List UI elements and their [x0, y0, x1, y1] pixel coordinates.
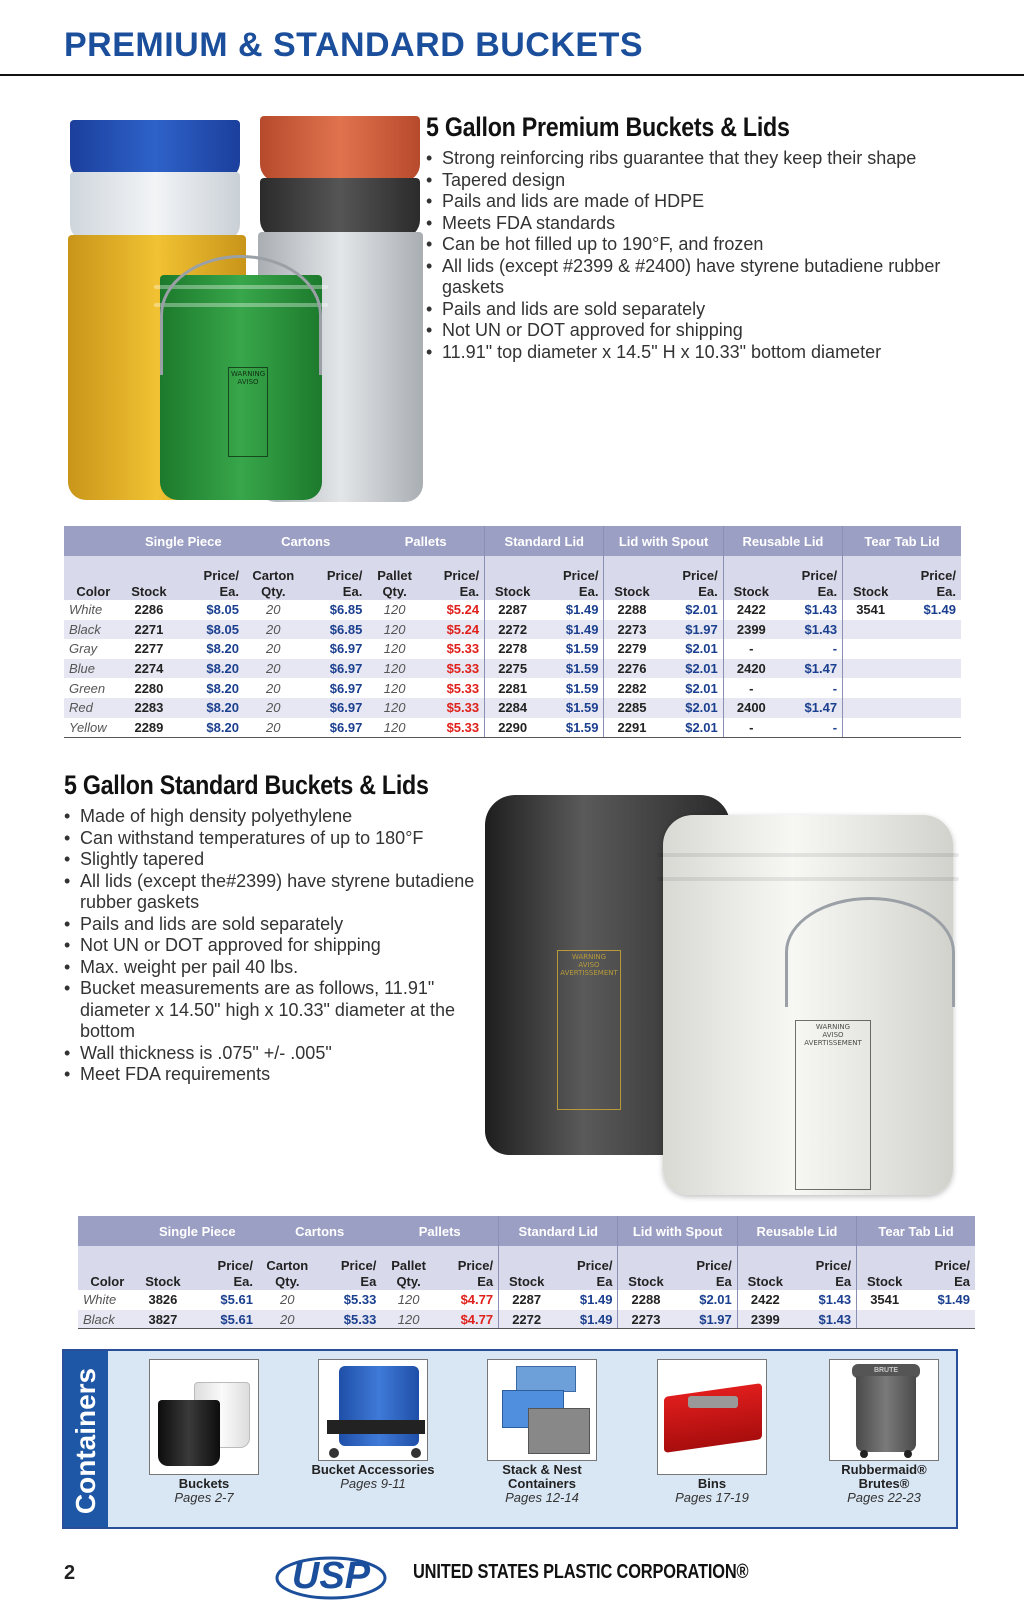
color-cell: Green [69, 680, 106, 696]
category-stack-nest[interactable] [477, 1359, 607, 1505]
tear-tab-price-cell [898, 659, 961, 679]
color-cell: White [69, 602, 103, 618]
pallet-price-cell: $4.77 [436, 1310, 499, 1330]
group-lid-with-spout: Lid with Spout [618, 1216, 737, 1246]
price-cell: $8.20 [206, 719, 239, 735]
stack-nest-thumbnail [487, 1359, 597, 1461]
carton-price-cell: $5.33 [343, 1292, 377, 1308]
category-brutes[interactable] [819, 1359, 949, 1505]
col-std-stock: Stock [499, 1246, 555, 1290]
color-cell: White [83, 1292, 117, 1308]
warning-label: WARNING AVISO AVERTISSEMENT [795, 1020, 871, 1190]
col-carton-price: Price/ Ea [317, 1246, 382, 1290]
standard-bullets [64, 806, 482, 1086]
col-pallet-price: Price/ Ea. [422, 556, 485, 600]
std-lid-price-cell: $1.59 [540, 718, 604, 738]
reusable-lid-price-cell: $1.43 [779, 620, 843, 640]
reusable-lid-price-cell: - [779, 718, 843, 738]
category-name: Stack & Nest Containers [502, 1462, 582, 1491]
std-lid-price-cell: $1.59 [540, 639, 604, 659]
price-cell: $5.61 [189, 1310, 258, 1330]
reusable-lid-price-cell: $1.47 [779, 659, 843, 679]
category-name: Bins [697, 1476, 727, 1491]
white-bucket [70, 172, 240, 242]
containers-strip [62, 1349, 958, 1529]
group-tear-tab-lid: Tear Tab Lid [843, 526, 961, 556]
group-pallets: Pallets [367, 526, 484, 556]
premium-bullet: • Meets FDA standards [426, 213, 961, 235]
spout-lid-price-cell: $2.01 [660, 718, 724, 738]
carton-price-cell: $6.97 [329, 641, 363, 657]
tear-tab-stock-cell [843, 620, 899, 640]
stock-cell: 2271 [123, 620, 176, 640]
premium-bullet: • All lids (except #2399 & #2400) have styrene butadiene rubber gaskets [426, 256, 961, 299]
bucket-handle [785, 897, 955, 1007]
carton-price-cell: $6.97 [303, 698, 368, 718]
group-standard-lid: Standard Lid [499, 1216, 618, 1246]
reusable-lid-price-cell: $1.43 [779, 600, 843, 620]
col-reuse-stock: Stock [723, 556, 779, 600]
standard-bullet: • Bucket measurements are as follows, 11.91" diameter x 14.50" high x 10.33" diameter at the bottom [64, 978, 482, 1043]
col-reuse-price: Price/ Ea [793, 1246, 857, 1290]
spout-lid-price-cell: $2.01 [660, 659, 724, 679]
pallet-qty-cell: 120 [383, 719, 406, 735]
pallet-qty-cell: 120 [383, 641, 406, 657]
pallet-qty-cell: 120 [383, 602, 406, 618]
spout-lid-price-cell: $2.01 [660, 698, 724, 718]
standard-table-rule [78, 1328, 975, 1329]
premium-bullet: • Pails and lids are made of HDPE [426, 191, 961, 213]
table-row [64, 718, 961, 738]
standard-buckets-photo [485, 785, 965, 1205]
stock-cell: 2286 [134, 602, 164, 618]
carton-qty-cell: 20 [244, 659, 303, 679]
col-color: Color [64, 556, 123, 600]
spout-lid-stock-cell: 2279 [617, 641, 647, 657]
spout-lid-stock-cell: 2288 [631, 1292, 661, 1308]
carton-qty-cell: 20 [266, 680, 281, 696]
page-title: PREMIUM & STANDARD BUCKETS [64, 26, 644, 64]
pallet-qty-cell: 120 [367, 659, 422, 679]
col-pallet-qty: Pallet Qty. [381, 1246, 436, 1290]
pallet-qty-cell: 120 [367, 698, 422, 718]
price-cell: $8.20 [175, 659, 244, 679]
std-lid-stock-cell: 2275 [485, 659, 541, 679]
pallet-qty-cell: 120 [367, 620, 422, 640]
price-cell: $8.20 [206, 680, 239, 696]
carton-qty-cell: 20 [266, 602, 281, 618]
col-pallet-price: Price/ Ea [436, 1246, 499, 1290]
tear-tab-stock-cell: 3541 [856, 602, 886, 618]
category-pages: Pages 2-7 [174, 1490, 234, 1505]
reusable-lid-price-cell: $1.43 [793, 1290, 857, 1310]
std-lid-stock-cell: 2287 [512, 1292, 542, 1308]
reusable-lid-stock-cell: 2420 [723, 659, 779, 679]
usp-logo [275, 1548, 387, 1600]
col-spout-stock: Stock [604, 556, 660, 600]
pallet-price-cell: $5.33 [422, 698, 485, 718]
category-pages: Pages 17-19 [675, 1490, 749, 1505]
group-lid-with-spout: Lid with Spout [604, 526, 723, 556]
stock-cell: 2283 [123, 698, 176, 718]
tear-tab-stock-cell [843, 639, 899, 659]
standard-price-table [78, 1216, 975, 1329]
spout-lid-price-cell: $1.97 [674, 1310, 738, 1330]
reusable-lid-stock-cell: - [749, 641, 754, 657]
premium-price-table [64, 526, 961, 737]
spout-lid-price-cell: $2.01 [660, 600, 724, 620]
tear-tab-stock-cell [843, 659, 899, 679]
pallet-price-cell: $5.33 [422, 659, 485, 679]
color-cell: Yellow [69, 719, 107, 735]
stock-cell: 2274 [123, 659, 176, 679]
col-std-price: Price/ Ea. [540, 556, 604, 600]
col-std-price: Price/ Ea [554, 1246, 618, 1290]
group-standard-lid: Standard Lid [485, 526, 604, 556]
col-tear-stock: Stock [843, 556, 899, 600]
spout-lid-stock-cell: 2273 [604, 620, 660, 640]
col-tear-price: Price/ Ea. [898, 556, 961, 600]
category-bucket-accessories[interactable] [308, 1359, 438, 1491]
spout-lid-price-cell: $2.01 [660, 639, 724, 659]
std-lid-price-cell: $1.49 [554, 1310, 618, 1330]
col-spout-stock: Stock [618, 1246, 674, 1290]
tear-tab-price-cell [898, 678, 961, 698]
table-row [78, 1290, 975, 1310]
table-row [64, 659, 961, 679]
col-reuse-price: Price/ Ea. [779, 556, 843, 600]
reusable-lid-price-cell: $1.43 [793, 1310, 857, 1330]
group-reusable-lid: Reusable Lid [737, 1216, 856, 1246]
bins-thumbnail [657, 1359, 767, 1475]
standard-bullet: • All lids (except the#2399) have styrene butadiene rubber gaskets [64, 871, 482, 914]
standard-table-body [78, 1290, 975, 1329]
premium-table-rule [64, 737, 961, 738]
col-tear-price: Price/ Ea [912, 1246, 975, 1290]
premium-bullet: • Strong reinforcing ribs guarantee that they keep their shape [426, 148, 961, 170]
std-lid-price-cell: $1.49 [554, 1290, 618, 1310]
category-pages: Pages 22-23 [847, 1490, 921, 1505]
reusable-lid-price-cell: $1.47 [779, 698, 843, 718]
col-tear-stock: Stock [857, 1246, 913, 1290]
black-bucket [260, 178, 420, 238]
standard-bullet: • Max. weight per pail 40 lbs. [64, 957, 482, 979]
page-number: 2 [64, 1562, 76, 1584]
table-row [64, 678, 961, 698]
table-row [64, 698, 961, 718]
premium-table-body [64, 600, 961, 737]
carton-price-cell: $6.97 [303, 659, 368, 679]
std-lid-price-cell: $1.59 [540, 698, 604, 718]
buckets-thumbnail [149, 1359, 259, 1475]
category-name: Rubbermaid® Brutes® [841, 1462, 927, 1491]
reusable-lid-stock-cell: 2422 [750, 1292, 780, 1308]
col-spout-price: Price/ Ea [674, 1246, 738, 1290]
category-buckets[interactable] [139, 1359, 269, 1505]
standard-bullet: • Not UN or DOT approved for shipping [64, 935, 482, 957]
pallet-price-cell: $5.33 [422, 718, 485, 738]
standard-bullet: • Meet FDA requirements [64, 1064, 482, 1086]
carton-qty-cell: 20 [258, 1310, 317, 1330]
std-lid-stock-cell: 2272 [485, 620, 541, 640]
group-single-piece: Single Piece [123, 526, 244, 556]
group-reusable-lid: Reusable Lid [723, 526, 842, 556]
tear-tab-price-cell [898, 620, 961, 640]
red-bucket [260, 116, 420, 182]
blue-bucket [70, 120, 240, 180]
tear-tab-stock-cell [843, 718, 899, 738]
tear-tab-price-cell: $1.49 [937, 1292, 970, 1308]
reusable-lid-price-cell: - [779, 678, 843, 698]
carton-qty-cell: 20 [244, 698, 303, 718]
stock-cell: 3826 [148, 1292, 178, 1308]
bucket-accessories-thumbnail [318, 1359, 428, 1461]
std-lid-stock-cell: 2284 [485, 698, 541, 718]
pallet-price-cell: $5.33 [422, 639, 485, 659]
col-stock: Stock [123, 556, 176, 600]
premium-bullets [426, 148, 961, 363]
price-cell: $8.05 [206, 602, 239, 618]
pallet-qty-cell: 120 [383, 680, 406, 696]
carton-qty-cell: 20 [266, 641, 281, 657]
std-lid-price-cell: $1.59 [540, 659, 604, 679]
reusable-lid-stock-cell: - [749, 680, 754, 696]
group-tear-tab-lid: Tear Tab Lid [857, 1216, 975, 1246]
table-row [78, 1310, 975, 1330]
spout-lid-price-cell: $2.01 [674, 1290, 738, 1310]
premium-bullet: • 11.91" top diameter x 14.5" H x 10.33" bottom diameter [426, 342, 961, 364]
price-cell: $5.61 [220, 1292, 253, 1308]
col-pallet-qty: Pallet Qty. [367, 556, 422, 600]
category-pages: Pages 12-14 [505, 1490, 579, 1505]
carton-price-cell: $6.85 [303, 620, 368, 640]
standard-heading: 5 Gallon Standard Buckets & Lids [64, 770, 429, 800]
carton-price-cell: $5.33 [317, 1310, 382, 1330]
spout-lid-stock-cell: 2288 [617, 602, 647, 618]
carton-price-cell: $6.97 [329, 680, 363, 696]
pallet-price-cell: $5.33 [422, 678, 485, 698]
pallet-qty-cell: 120 [381, 1310, 436, 1330]
standard-bullet: • Pails and lids are sold separately [64, 914, 482, 936]
pallet-price-cell: $4.77 [436, 1290, 499, 1310]
carton-price-cell: $6.97 [329, 719, 363, 735]
col-carton-qty: Carton Qty. [258, 1246, 317, 1290]
col-reuse-stock: Stock [737, 1246, 793, 1290]
col-std-stock: Stock [485, 556, 541, 600]
stock-cell: 2289 [134, 719, 164, 735]
color-cell: Gray [69, 641, 98, 657]
premium-bullet: • Not UN or DOT approved for shipping [426, 320, 961, 342]
warning-label: WARNING AVISO [228, 367, 268, 457]
std-lid-stock-cell: 2278 [498, 641, 528, 657]
tear-tab-price-cell: $1.49 [923, 602, 956, 618]
std-lid-price-cell: $1.59 [540, 678, 604, 698]
stock-cell: 3827 [137, 1310, 190, 1330]
group-cartons: Cartons [258, 1216, 381, 1246]
table-row [64, 600, 961, 620]
col-price: Price/ Ea. [189, 1246, 258, 1290]
premium-heading: 5 Gallon Premium Buckets & Lids [426, 112, 790, 142]
reusable-lid-stock-cell: 2399 [723, 620, 779, 640]
standard-bullet: • Can withstand temperatures of up to 180°F [64, 828, 482, 850]
tear-tab-stock-cell: 3541 [870, 1292, 900, 1308]
tear-tab-stock-cell [857, 1310, 913, 1330]
category-name: Bucket Accessories [311, 1462, 435, 1477]
table-row [64, 620, 961, 640]
table-column-header [78, 1246, 975, 1290]
spout-lid-stock-cell: 2291 [617, 719, 647, 735]
table-group-header [64, 526, 961, 556]
standard-bullet: • Slightly tapered [64, 849, 482, 871]
color-cell: Blue [64, 659, 123, 679]
group-cartons: Cartons [244, 526, 367, 556]
price-cell: $8.20 [175, 698, 244, 718]
svg-text:USP: USP [291, 1555, 371, 1597]
price-cell: $8.20 [206, 641, 239, 657]
color-cell: Black [78, 1310, 137, 1330]
reusable-lid-price-cell: - [779, 639, 843, 659]
premium-bullet: • Can be hot filled up to 190°F, and frozen [426, 234, 961, 256]
std-lid-price-cell: $1.49 [540, 620, 604, 640]
color-cell: Black [64, 620, 123, 640]
col-spout-price: Price/ Ea. [660, 556, 724, 600]
price-cell: $8.05 [175, 620, 244, 640]
color-cell: Red [64, 698, 123, 718]
carton-price-cell: $6.85 [329, 602, 363, 618]
tear-tab-price-cell [898, 698, 961, 718]
tear-tab-price-cell [898, 718, 961, 738]
std-lid-stock-cell: 2287 [498, 602, 528, 618]
premium-buckets-photo [60, 110, 420, 510]
std-lid-stock-cell: 2272 [499, 1310, 555, 1330]
col-carton-qty: Carton Qty. [244, 556, 303, 600]
std-lid-stock-cell: 2281 [498, 680, 528, 696]
standard-bullet: • Wall thickness is .075" +/- .005" [64, 1043, 482, 1065]
carton-qty-cell: 20 [266, 719, 281, 735]
spout-lid-stock-cell: 2276 [604, 659, 660, 679]
tear-tab-price-cell [898, 639, 961, 659]
company-name: UNITED STATES PLASTIC CORPORATION® [413, 1561, 749, 1583]
category-bins[interactable] [647, 1359, 777, 1505]
carton-qty-cell: 20 [280, 1292, 295, 1308]
table-column-header [64, 556, 961, 600]
spout-lid-price-cell: $2.01 [660, 678, 724, 698]
stock-cell: 2277 [134, 641, 164, 657]
brutes-thumbnail: BRUTE [829, 1359, 939, 1461]
warning-label: WARNING AVISO AVERTISSEMENT [557, 950, 621, 1110]
category-name: Buckets [178, 1476, 230, 1491]
carton-qty-cell: 20 [244, 620, 303, 640]
tear-tab-stock-cell [843, 678, 899, 698]
title-rule [0, 74, 1024, 76]
spout-lid-stock-cell: 2273 [618, 1310, 674, 1330]
col-stock: Stock [137, 1246, 190, 1290]
spout-lid-stock-cell: 2285 [604, 698, 660, 718]
stock-cell: 2280 [134, 680, 164, 696]
std-lid-stock-cell: 2290 [498, 719, 528, 735]
pallet-price-cell: $5.24 [422, 620, 485, 640]
tear-tab-price-cell [912, 1310, 975, 1330]
reusable-lid-stock-cell: 2399 [737, 1310, 793, 1330]
group-single-piece: Single Piece [137, 1216, 258, 1246]
category-pages: Pages 9-11 [340, 1476, 406, 1491]
containers-tab: Containers [64, 1351, 108, 1527]
pallet-qty-cell: 120 [397, 1292, 420, 1308]
reusable-lid-stock-cell: 2400 [723, 698, 779, 718]
table-group-header [78, 1216, 975, 1246]
bucket-handle [160, 255, 322, 375]
group-pallets: Pallets [381, 1216, 498, 1246]
reusable-lid-stock-cell: 2422 [736, 602, 766, 618]
col-price: Price/ Ea. [175, 556, 244, 600]
standard-bullet: • Made of high density polyethylene [64, 806, 482, 828]
col-color: Color [78, 1246, 137, 1290]
premium-bullet: • Pails and lids are sold separately [426, 299, 961, 321]
pallet-price-cell: $5.24 [422, 600, 485, 620]
spout-lid-stock-cell: 2282 [617, 680, 647, 696]
spout-lid-price-cell: $1.97 [660, 620, 724, 640]
std-lid-price-cell: $1.49 [540, 600, 604, 620]
tear-tab-stock-cell [843, 698, 899, 718]
premium-bullet: • Tapered design [426, 170, 961, 192]
col-carton-price: Price/ Ea. [303, 556, 368, 600]
table-row [64, 639, 961, 659]
reusable-lid-stock-cell: - [749, 719, 754, 735]
